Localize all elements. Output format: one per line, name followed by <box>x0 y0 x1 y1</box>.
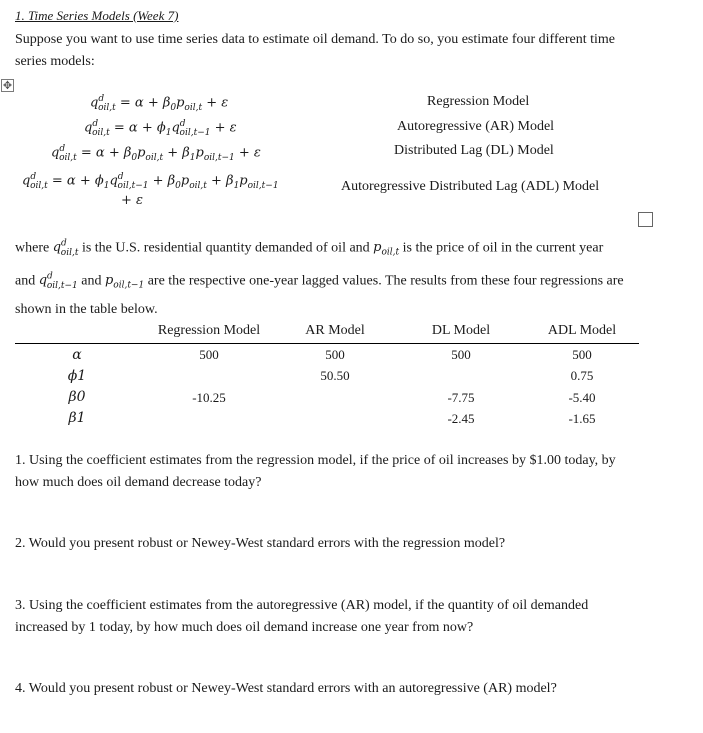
section-title: 1. Time Series Models (Week 7) <box>15 8 179 23</box>
equation-ar: $q^d_{oil,t} = \alpha + \phi_1q^d_{oil,t-1} + \varepsilon$ <box>84 119 237 138</box>
table-param: β0 <box>68 389 86 405</box>
table-cell: -1.65 <box>568 411 596 426</box>
table-header-adl: ADL Model <box>547 323 617 338</box>
model-label-ar: Autoregressive (AR) Model <box>397 119 555 134</box>
equation-dl: $q^d_{oil,t} = \alpha + \beta_0p_{oil,t} + \beta_1p_{oil,t-1} + \varepsilon$ <box>51 144 261 163</box>
table-param: α <box>72 347 82 363</box>
equation-adl: $q^d_{oil,t} = \alpha + \phi_1q^d_{oil,t-1} + \beta_0p_{oil,t} + \beta_1p_{oil,t-1}$ <box>22 172 279 191</box>
table-cell: 500 <box>199 347 219 362</box>
table-header-ar: AR Model <box>305 323 365 338</box>
question-4: 4. Would you present robust or Newey-West standard errors with an autoregressive (AR) model? <box>15 681 557 696</box>
model-label-regression: Regression Model <box>427 94 530 109</box>
equation-regression: $q^d_{oil,t} = \alpha + \beta_0p_{oil,t} + \varepsilon$ <box>90 94 229 113</box>
definitions-paragraph: where $q^d_{oil,t}$ is the U.S. residential quantity demanded of oil and $p_{oil,t}$ is the price of oil in the current year and $q^d_{oil,t-1}$ and $p_{oil,t-1}$ are the respective one-year lagged values. The results from these four regressions are shown in the table below. <box>15 239 624 317</box>
checkbox[interactable] <box>638 212 653 227</box>
model-label-dl: Distributed Lag (DL) Model <box>394 143 554 158</box>
table-cell: -7.75 <box>447 390 475 405</box>
move-handle-icon[interactable]: ✥ <box>2 79 13 92</box>
equation-adl-continued: + ε <box>121 193 144 208</box>
table-cell: 50.50 <box>320 368 350 383</box>
table-cell: -10.25 <box>192 390 226 405</box>
table-cell: 500 <box>451 347 471 362</box>
table-cell: -5.40 <box>568 390 596 405</box>
table-header-dl: DL Model <box>431 323 491 338</box>
table-param: ϕ1 <box>67 368 87 384</box>
table-param: β1 <box>68 410 86 426</box>
model-label-adl: Autoregressive Distributed Lag (ADL) Model <box>341 179 600 194</box>
table-header-rule <box>15 343 639 344</box>
table-cell: -2.45 <box>447 411 475 426</box>
table-header-regression: Regression Model <box>157 323 261 338</box>
table-cell: 0.75 <box>570 368 594 383</box>
question-3: 3. Using the coefficient estimates from the autoregressive (AR) model, if the quantity of oil demanded increased by 1 today, by how much does oil demand increase one year from now? <box>15 598 589 635</box>
table-cell: 500 <box>325 347 345 362</box>
question-1: 1. Using the coefficient estimates from the regression model, if the price of oil increases by $1.00 today, by how much does oil demand decrease today? <box>15 453 616 490</box>
intro-paragraph: Suppose you want to use time series data to estimate oil demand. To do so, you estimate four different time series models: <box>15 32 615 69</box>
question-2: 2. Would you present robust or Newey-West standard errors with the regression model? <box>15 536 506 551</box>
table-cell: 500 <box>572 347 592 362</box>
